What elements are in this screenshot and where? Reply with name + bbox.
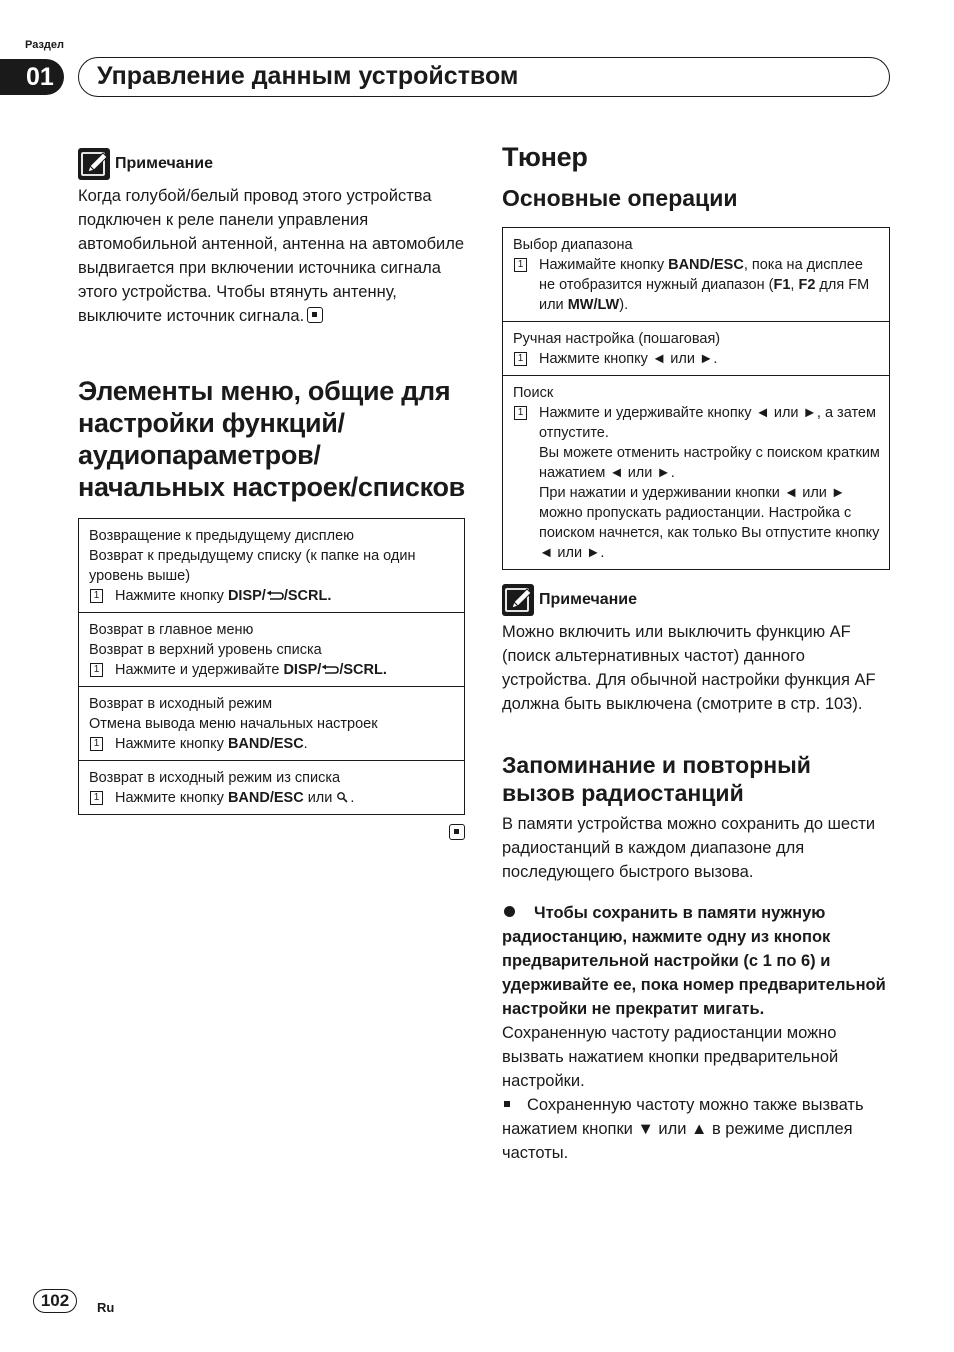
row-line: Возврат в исходный режим из списка (89, 770, 341, 786)
row-line: Возврат в главное меню (89, 622, 254, 638)
note-heading (502, 583, 890, 617)
note-text: Можно включить или выключить функцию AF (поиск альтернативных частот) данного устройства. Для обычной настройки функция AF должна быть выключена (смотрите в стр. 103). (502, 623, 876, 713)
row-line: Отмена вывода меню начальных настроек (89, 716, 378, 732)
step-number: 1 (514, 406, 527, 420)
step: 1 Нажмите кнопку DISP/ /SCRL. (89, 586, 455, 606)
return-arrow-icon (266, 588, 284, 604)
table-row (503, 376, 889, 569)
table-row (79, 519, 464, 613)
memory-intro: В памяти устройства можно сохранить до шести радиостанций в каждом диапазоне для последующего быстрого вызова. (502, 815, 876, 881)
note-pencil-icon (78, 148, 110, 180)
step-number: 1 (90, 737, 103, 751)
section-label: Раздел (25, 39, 64, 51)
table-row (79, 687, 464, 761)
table-row (503, 322, 889, 376)
row-heading: Поиск (513, 385, 554, 401)
step: 1 Нажмите кнопку ◄ или ►. (513, 349, 880, 369)
bullet-icon (504, 906, 515, 917)
bullet-instruction: Чтобы сохранить в памяти нужную радиостанцию, нажмите одну из кнопок предварительной настройки (с 1 по 6) и удерживайте ее, пока номер предварительной настройки не прекратит мигать. (502, 904, 886, 1018)
end-of-section-icon (307, 307, 323, 323)
note-pencil-icon (502, 584, 534, 616)
row-line: Возвращение к предыдущему дисплею (89, 528, 355, 544)
tuner-operations-table (502, 227, 890, 570)
step: 1 Нажмите кнопку BAND/ESC или . (89, 788, 455, 808)
menu-items-table (78, 518, 465, 815)
memory-section-title: Запоминание и повторный вызов радиостанций (502, 752, 811, 806)
step-number: 1 (90, 589, 103, 603)
row-line: Возврат в исходный режим (89, 696, 273, 712)
square-bullet-icon (504, 1101, 510, 1107)
language-code: Ru (97, 1300, 115, 1315)
step-number: 1 (514, 352, 527, 366)
search-icon (336, 790, 350, 806)
return-arrow-icon (321, 662, 339, 678)
step-number: 1 (90, 663, 103, 677)
table-row (503, 228, 889, 322)
step: 1 Нажмите и удерживайте кнопку ◄ или ►, а затем отпустите. Вы можете отменить настройку с поиском кратким нажатием ◄ или ►. При нажатии и удерживании кнопки ◄ или ► можно пропускать радиостанции. Настройка с поиском начнется, как только Вы отпустите кнопку ◄ или ►. (513, 403, 880, 563)
menu-section-title: Элементы меню, общие для настройки функций/аудиопараметров/начальных настроек/списков (78, 376, 465, 502)
row-heading: Ручная настройка (пошаговая) (513, 331, 721, 347)
basic-operations-title: Основные операции (502, 185, 738, 211)
step: 1 Нажмите и удерживайте DISP/ /SCRL. (89, 660, 455, 680)
step-number: 1 (90, 791, 103, 805)
note-heading (78, 147, 465, 181)
section-number-badge: 01 (0, 59, 64, 95)
chapter-title: Управление данным устройством (78, 57, 890, 97)
step: 1 Нажмите кнопку BAND/ESC. (89, 734, 455, 754)
right-column (502, 141, 890, 1165)
memory-after-bullet: Сохраненную частоту радиостанции можно вызвать нажатием кнопки предварительной настройки. (502, 1024, 839, 1090)
table-row (79, 761, 464, 814)
note-text: Когда голубой/белый провод этого устройства подключен к реле панели управления автомобильной антенной, антенна на автомобиле выдвигается при включении источника сигнала этого устройства. Чтобы втянуть антенну, выключите источник сигнала. (78, 187, 465, 325)
note-label: Примечание (115, 155, 214, 172)
row-line: Возврат в верхний уровень списка (89, 642, 322, 658)
step: 1 Нажимайте кнопку BAND/ESC, пока на дисплее не отобразится нужный диапазон (F1, F2 для FM или MW/LW). (513, 255, 880, 315)
table-row (79, 613, 464, 687)
page-number: 102 (33, 1289, 77, 1313)
row-line: Возврат к предыдущему списку (к папке на один уровень выше) (89, 548, 416, 584)
memory-sub-bullet: Сохраненную частоту можно также вызвать нажатием кнопки ▼ или ▲ в режиме дисплея частоты. (502, 1096, 864, 1162)
step-number: 1 (514, 258, 527, 272)
note-label: Примечание (539, 591, 638, 608)
tuner-title: Тюнер (502, 142, 588, 172)
end-of-section-icon (449, 824, 465, 840)
left-column (78, 147, 465, 843)
row-heading: Выбор диапазона (513, 237, 633, 253)
